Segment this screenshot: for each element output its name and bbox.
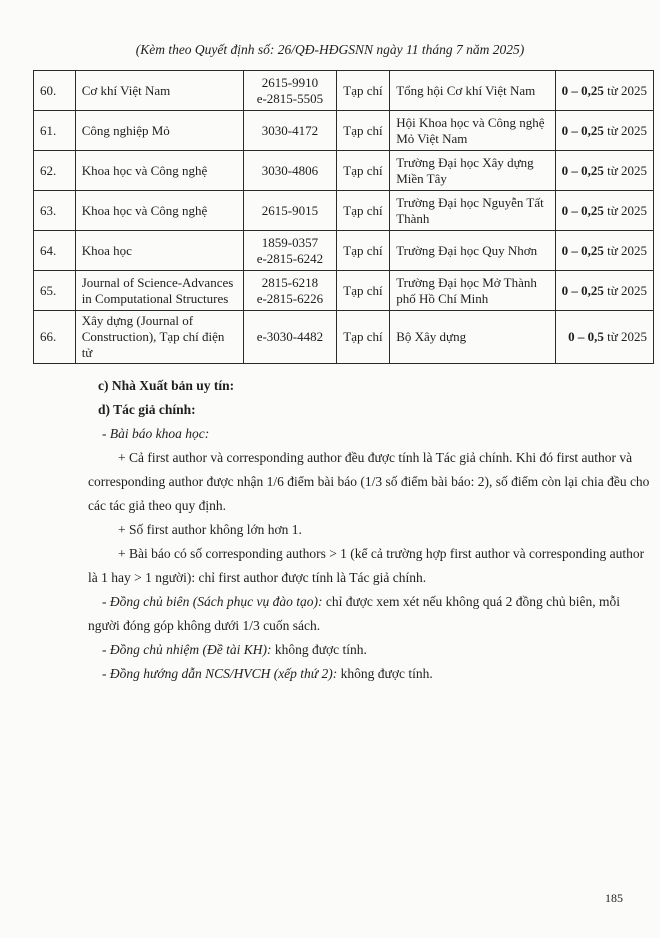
- score-cell: [555, 151, 653, 191]
- table-row: [34, 151, 654, 191]
- publisher-org: Bộ Xây dựng: [390, 311, 555, 364]
- row-number: 64.: [34, 231, 76, 271]
- score-year: từ 2025: [603, 82, 647, 98]
- journal-name: Khoa học và Công nghệ: [75, 191, 243, 231]
- publication-type: Tạp chí: [337, 191, 390, 231]
- issn-value: 3030-4172: [261, 122, 319, 138]
- score-cell: [555, 111, 653, 151]
- table-row: [34, 111, 654, 151]
- issn-cell: [243, 231, 337, 271]
- issn-value: 1859-0357: [261, 234, 319, 250]
- table-row: [34, 311, 654, 364]
- journal-name: Journal of Science-Advances in Computational Structures: [75, 271, 243, 311]
- publication-type: Tạp chí: [337, 311, 390, 364]
- publication-type: Tạp chí: [337, 271, 390, 311]
- score-range: 0 – 0,25: [561, 202, 604, 218]
- paragraph-co-editor: [88, 590, 650, 638]
- issn-value: e-2815-6226: [256, 290, 324, 306]
- score-year: từ 2025: [603, 242, 647, 258]
- issn-cell: [243, 151, 337, 191]
- issn-cell: [243, 71, 337, 111]
- score-range: 0 – 0,25: [561, 162, 604, 178]
- journal-name: Xây dựng (Journal of Construction), Tạp chí điện tử: [75, 311, 243, 364]
- table-row: [34, 231, 654, 271]
- section-d-heading: d) Tác giả chính:: [98, 402, 196, 417]
- score-cell: [555, 311, 653, 364]
- publisher-org: Hội Khoa học và Công nghệ Mỏ Việt Nam: [390, 111, 555, 151]
- publication-type: Tạp chí: [337, 151, 390, 191]
- score-cell: [555, 231, 653, 271]
- journal-name: Công nghiệp Mỏ: [75, 111, 243, 151]
- table-row: [34, 71, 654, 111]
- page-number: 185: [605, 891, 623, 905]
- publisher-org: Trường Đại học Nguyễn Tất Thành: [390, 191, 555, 231]
- score-year: từ 2025: [603, 122, 647, 138]
- score-range: 0 – 0,5: [568, 329, 604, 344]
- score-range: 0 – 0,25: [561, 282, 604, 298]
- publisher-org: Trường Đại học Quy Nhơn: [390, 231, 555, 271]
- issn-cell: [243, 271, 337, 311]
- issn-cell: [243, 191, 337, 231]
- journal-name: Khoa học và Công nghệ: [75, 151, 243, 191]
- co-lead-label: - Đồng chủ nhiệm (Đề tài KH):: [102, 642, 272, 657]
- paragraph-co-supervisor: [88, 662, 650, 686]
- issn-value: 2615-9910: [261, 74, 319, 90]
- journal-name: Cơ khí Việt Nam: [75, 71, 243, 111]
- score-year: từ 2025: [603, 282, 647, 298]
- score-range: 0 – 0,25: [561, 82, 604, 98]
- score-cell: [555, 191, 653, 231]
- scientific-article-label: - Bài báo khoa học:: [102, 426, 210, 441]
- score-cell: [555, 271, 653, 311]
- journal-table-body: [34, 71, 654, 364]
- table-row: [34, 191, 654, 231]
- publisher-org: Trường Đại học Mở Thành phố Hồ Chí Minh: [390, 271, 555, 311]
- co-editor-label: - Đồng chủ biên (Sách phục vụ đào tạo):: [102, 594, 323, 609]
- issn-cell: [243, 111, 337, 151]
- co-lead-text: không được tính.: [271, 642, 367, 657]
- score-range: 0 – 0,25: [561, 242, 604, 258]
- score-year: từ 2025: [603, 202, 647, 218]
- paragraph-first-corresponding: + Cả first author và corresponding author đều được tính là Tác giả chính. Khi đó first author và corresponding author được nhận 1/6 điểm bài báo (1/3 số điểm bài báo: 2), số điểm còn lại chia đều cho các tác giả theo quy định.: [88, 450, 650, 513]
- row-number: 65.: [34, 271, 76, 311]
- score-cell: [555, 71, 653, 111]
- publication-type: Tạp chí: [337, 71, 390, 111]
- row-number: 61.: [34, 111, 76, 151]
- score-range: 0 – 0,25: [561, 122, 604, 138]
- publication-type: Tạp chí: [337, 111, 390, 151]
- publication-type: Tạp chí: [337, 231, 390, 271]
- issn-value: e-2815-5505: [256, 90, 324, 106]
- issn-value: e-3030-4482: [256, 329, 324, 344]
- row-number: 60.: [34, 71, 76, 111]
- journal-table: [33, 70, 654, 364]
- paragraph-multiple-corresponding: + Bài báo có số corresponding authors > 1 (kể cả trường hợp first author và corresponding author là 1 hay > 1 người): chỉ first author được tính là Tác giả chính.: [88, 546, 645, 585]
- row-number: 66.: [34, 311, 76, 364]
- co-editor-text: chỉ được xem xét nếu không quá 2 đồng chủ biên, mỗi người đóng góp không dưới 1/3 cuốn sách.: [88, 594, 620, 633]
- score-year: từ 2025: [603, 162, 647, 178]
- paragraph-first-author-limit: + Số first author không lớn hơn 1.: [118, 522, 302, 537]
- issn-value: 2615-9015: [261, 202, 319, 218]
- publisher-org: Trường Đại học Xây dựng Miền Tây: [390, 151, 555, 191]
- issn-cell: [243, 311, 337, 364]
- issn-value: 3030-4806: [261, 162, 319, 178]
- row-number: 63.: [34, 191, 76, 231]
- table-row: [34, 271, 654, 311]
- row-number: 62.: [34, 151, 76, 191]
- body-text: [88, 374, 650, 686]
- co-supervisor-text: không được tính.: [337, 666, 433, 681]
- issn-value: 2815-6218: [261, 274, 319, 290]
- score-year: từ 2025: [603, 329, 647, 344]
- journal-name: Khoa học: [75, 231, 243, 271]
- publisher-org: Tổng hội Cơ khí Việt Nam: [390, 71, 555, 111]
- document-header: (Kèm theo Quyết định số: 26/QĐ-HĐGSNN ngày 11 tháng 7 năm 2025): [135, 42, 525, 57]
- section-c-heading: c) Nhà Xuất bản uy tín:: [98, 378, 235, 393]
- paragraph-co-lead: [88, 638, 650, 662]
- co-supervisor-label: - Đồng hướng dẫn NCS/HVCH (xếp thứ 2):: [102, 666, 338, 681]
- issn-value: e-2815-6242: [256, 250, 324, 266]
